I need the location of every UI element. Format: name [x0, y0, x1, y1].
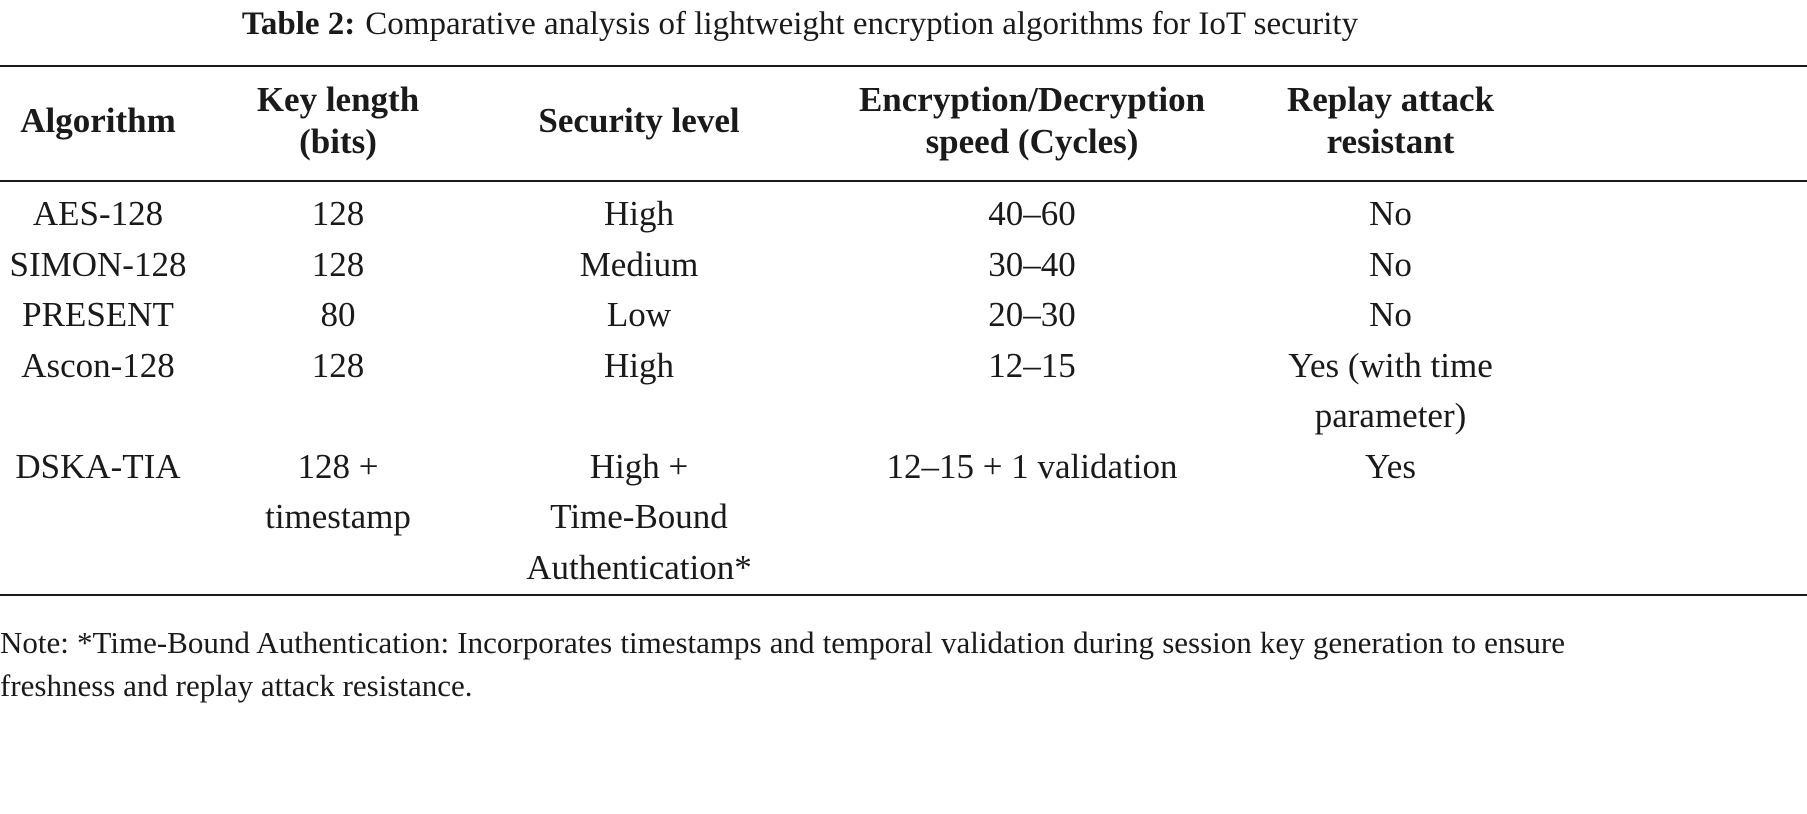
table-caption	[0, 4, 1600, 44]
cell-line: 128	[311, 345, 365, 385]
cell-replay-resistant	[1266, 290, 1515, 341]
cell-line: No	[1369, 244, 1412, 284]
cell-speed	[814, 442, 1250, 493]
cell-speed	[814, 240, 1250, 291]
header-security-level	[480, 100, 798, 142]
cell-speed	[814, 290, 1250, 341]
cell-line: 12–15	[988, 345, 1076, 385]
cell-security-level	[480, 290, 798, 341]
header-speed	[814, 79, 1250, 163]
table-caption-text: Comparative analysis of lightweight encryption algorithms for IoT security	[365, 6, 1359, 42]
cell-line: Medium	[579, 244, 699, 284]
cell-line: timestamp	[265, 497, 411, 536]
cell-line: PRESENT	[22, 295, 174, 334]
cell-line: Low	[606, 295, 672, 334]
header-line: Algorithm	[20, 101, 176, 140]
cell-line: SIMON-128	[9, 244, 187, 284]
cell-algorithm	[0, 341, 196, 392]
cell-key-length	[212, 290, 464, 341]
cell-line: High +	[589, 446, 689, 486]
table-note: Note: *Time-Bound Authentication: Incorporates timestamps and temporal validation during session key generation to ensure freshness and replay attack resistance.	[0, 625, 1565, 703]
cell-key-length	[212, 240, 464, 291]
cell-security-level	[480, 189, 798, 240]
cell-security-level	[480, 341, 798, 392]
header-algorithm	[0, 100, 196, 142]
cell-replay-resistant	[1266, 341, 1515, 442]
header-line: Security level	[538, 101, 740, 140]
cell-algorithm	[0, 240, 196, 291]
cell-speed	[814, 189, 1250, 240]
cell-security-level	[480, 240, 798, 291]
cell-line: No	[1369, 295, 1412, 334]
header-replay-resistant	[1266, 79, 1515, 163]
cell-line: 128	[311, 194, 365, 233]
cell-line: 80	[320, 295, 356, 334]
cell-line: parameter)	[1314, 396, 1467, 435]
header-line: resistant	[1326, 122, 1455, 161]
header-line: speed (Cycles)	[925, 122, 1139, 161]
cell-line: 40–60	[988, 194, 1076, 233]
cell-line: No	[1369, 194, 1412, 233]
cell-line: Time-Bound	[550, 497, 728, 536]
cell-line: 128 +	[297, 446, 379, 486]
table-bottom-rule	[0, 594, 1807, 596]
cell-line: High	[604, 194, 674, 233]
cell-algorithm	[0, 442, 196, 493]
header-key-length	[212, 79, 464, 163]
cell-line: Ascon-128	[21, 345, 175, 385]
cell-line: Yes (with time	[1288, 345, 1493, 385]
cell-line: 30–40	[988, 244, 1076, 284]
header-line: Encryption/Decryption	[858, 80, 1206, 119]
cell-replay-resistant	[1266, 442, 1515, 493]
cell-algorithm	[0, 290, 196, 341]
cell-speed	[814, 341, 1250, 392]
header-line: Replay attack	[1286, 80, 1495, 119]
header-line: Key length	[256, 80, 420, 119]
cell-line: AES-128	[32, 194, 164, 233]
cell-line: Yes	[1365, 446, 1416, 486]
cell-replay-resistant	[1266, 189, 1515, 240]
cell-key-length	[212, 341, 464, 392]
table-top-rule	[0, 65, 1807, 67]
cell-line: Authentication*	[526, 547, 752, 587]
cell-algorithm	[0, 189, 196, 240]
cell-security-level	[480, 442, 798, 594]
header-line: (bits)	[299, 122, 377, 161]
cell-line: DSKA-TIA	[15, 446, 181, 486]
cell-replay-resistant	[1266, 240, 1515, 291]
cell-line: 12–15 + 1 validation	[886, 446, 1178, 486]
cell-key-length	[212, 189, 464, 240]
table-caption-label: Table 2:	[241, 6, 356, 42]
cell-key-length	[212, 442, 464, 543]
cell-line: 128	[311, 244, 365, 284]
table-header-rule	[0, 180, 1807, 182]
cell-line: High	[604, 345, 674, 385]
cell-line: 20–30	[988, 295, 1076, 334]
